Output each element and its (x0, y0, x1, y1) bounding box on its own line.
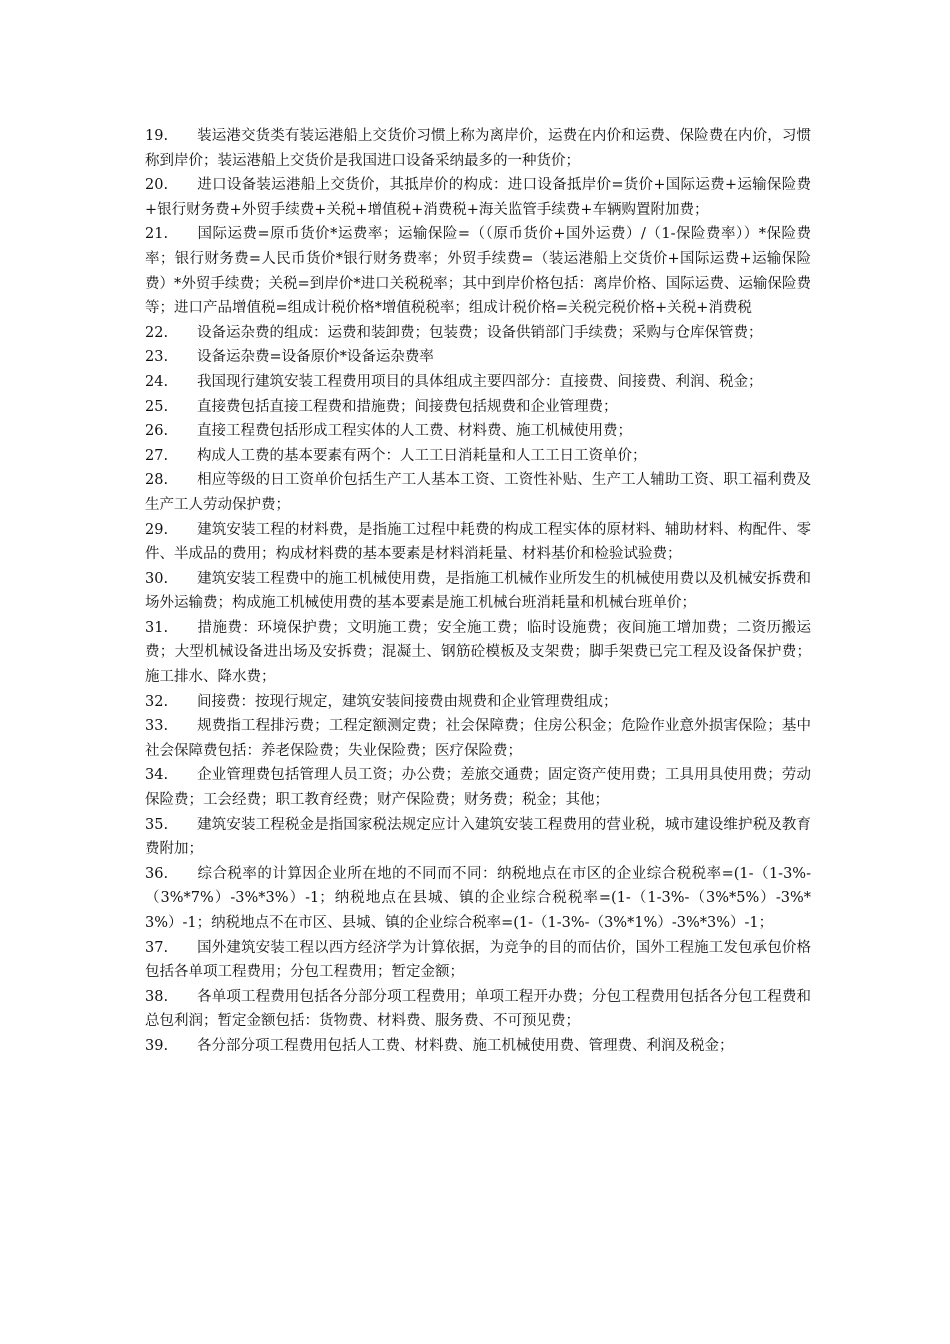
item-number: 20. (145, 177, 169, 194)
list-item (145, 985, 811, 1034)
list-item (145, 763, 811, 812)
list-item (145, 690, 811, 715)
item-text: 设备运杂费=设备原价*设备运杂费率 (197, 349, 434, 366)
list-item (145, 714, 811, 763)
item-number: 28. (145, 472, 169, 489)
item-number: 24. (145, 373, 169, 390)
item-text: 相应等级的日工资单价包括生产工人基本工资、工资性补贴、生产工人辅助工资、职工福利费及生产工人劳动保护费； (145, 472, 811, 513)
item-text: 各单项工程费用包括各分部分项工程费用；单项工程开办费；分包工程费用包括各分包工程费和总包利润；暂定金额包括：货物费、材料费、服务费、不可预见费； (145, 988, 811, 1030)
list-item (145, 468, 811, 517)
list-item (145, 173, 811, 222)
item-number: 27. (145, 447, 169, 464)
item-text: 设备运杂费的组成：运费和装卸费；包装费；设备供销部门手续费；采购与仓库保管费； (197, 324, 763, 341)
list-item (145, 518, 811, 567)
list-item (145, 616, 811, 690)
list-item (145, 862, 811, 936)
item-number: 21. (145, 226, 169, 243)
item-text: 建筑安装工程的材料费，是指施工过程中耗费的构成工程实体的原材料、辅助材料、构配件、零件、半成品的费用；构成材料费的基本要素是材料消耗量、材料基价和检验试验费； (145, 521, 811, 563)
item-text: 我国现行建筑安装工程费用项目的具体组成主要四部分：直接费、间接费、利润、税金； (197, 373, 763, 390)
item-number: 25. (145, 398, 169, 415)
item-number: 38. (145, 988, 169, 1005)
item-number: 30. (145, 570, 169, 587)
list-item (145, 444, 811, 469)
item-number: 39. (145, 1037, 169, 1054)
list-item (145, 321, 811, 346)
item-text: 装运港交货类有装运港船上交货价习惯上称为离岸价，运费在内价和运费、保险费在内价，习惯称到岸价；装运港船上交货价是我国进口设备采纳最多的一种货价； (145, 128, 811, 169)
list-item (145, 419, 811, 444)
item-text: 直接费包括直接工程费和措施费；间接费包括规费和企业管理费； (197, 398, 618, 415)
list-item (145, 1034, 811, 1059)
item-text: 规费指工程排污费；工程定额测定费；社会保障费；住房公积金；危险作业意外损害保险；基中社会保障费包括：养老保险费；失业保险费；医疗保险费； (145, 718, 811, 759)
item-text: 综合税率的计算因企业所在地的不同而不同：纳税地点在市区的企业综合税税率=(1-（1-3%-（3%*7%）-3%*3%）-1；纳税地点在县城、镇的企业综合税税率=(1-（1-3%-（3%*5%）-3%*3%）-1；纳税地点不在市区、县城、镇的企业综合税率=(1-（1-3%-（3%*1%）-3%*3%）-1； (145, 865, 811, 931)
item-text: 国际运费=原币货价*运费率；运输保险=（（原币货价+国外运费）/（1-保险费率））*保险费率；银行财务费=人民币货价*银行财务费率；外贸手续费=（装运港船上交货价+国际运费+运输保险费）*外贸手续费；关税=到岸价*进口关税税率；其中到岸价格包括：离岸价格、国际运费、运输保险费等；进口产品增值税=组成计税价格*增值税税率；组成计税价格=关税完税价格+关税+消费税 (145, 226, 811, 317)
item-text: 企业管理费包括管理人员工资；办公费；差旅交通费；固定资产使用费；工具用具使用费；劳动保险费；工会经费；职工教育经费；财产保险费；财务费；税金；其他； (145, 767, 811, 809)
document-body (145, 124, 811, 1059)
item-number: 19. (145, 128, 169, 144)
item-text: 国外建筑安装工程以西方经济学为计算依据，为竞争的目的而估价，国外工程施工发包承包价格包括各单项工程费用；分包工程费用；暂定金额； (145, 939, 811, 981)
item-number: 31. (145, 619, 169, 636)
list-item (145, 222, 811, 320)
list-item (145, 567, 811, 616)
item-text: 建筑安装工程税金是指国家税法规定应计入建筑安装工程费用的营业税，城市建设维护税及教育费附加； (145, 816, 811, 858)
item-number: 32. (145, 693, 169, 710)
item-text: 构成人工费的基本要素有两个：人工工日消耗量和人工工日工资单价； (197, 447, 647, 464)
item-text: 直接工程费包括形成工程实体的人工费、材料费、施工机械使用费； (197, 423, 632, 440)
list-item (145, 813, 811, 862)
item-number: 37. (145, 939, 169, 956)
list-item (145, 345, 811, 370)
list-item (145, 124, 811, 173)
item-text: 间接费：按现行规定，建筑安装间接费由规费和企业管理费组成； (197, 693, 618, 710)
item-number: 26. (145, 423, 169, 440)
item-number: 33. (145, 718, 169, 735)
list-item (145, 370, 811, 395)
item-text: 措施费：环境保护费；文明施工费；安全施工费；临时设施费；夜间施工增加费；二资历搬运费；大型机械设备进出场及安拆费；混凝土、钢筋砼模板及支架费；脚手架费已完工程及设备保护费；施工排水、降水费； (145, 619, 811, 686)
item-number: 23. (145, 349, 169, 366)
item-number: 29. (145, 521, 169, 538)
item-number: 22. (145, 324, 169, 341)
item-number: 34. (145, 767, 169, 784)
item-text: 进口设备装运港船上交货价，其抵岸价的构成：进口设备抵岸价=货价+国际运费+运输保险费+银行财务费+外贸手续费+关税+增值税+消费税+海关监管手续费+车辆购置附加费； (145, 177, 811, 218)
item-text: 建筑安装工程费中的施工机械使用费，是指施工机械作业所发生的机械使用费以及机械安拆费和场外运输费；构成施工机械使用费的基本要素是施工机械台班消耗量和机械台班单价； (145, 570, 811, 612)
list-item (145, 936, 811, 985)
item-number: 36. (145, 865, 169, 882)
item-number: 35. (145, 816, 169, 833)
list-item (145, 395, 811, 420)
item-text: 各分部分项工程费用包括人工费、材料费、施工机械使用费、管理费、利润及税金； (197, 1037, 734, 1054)
